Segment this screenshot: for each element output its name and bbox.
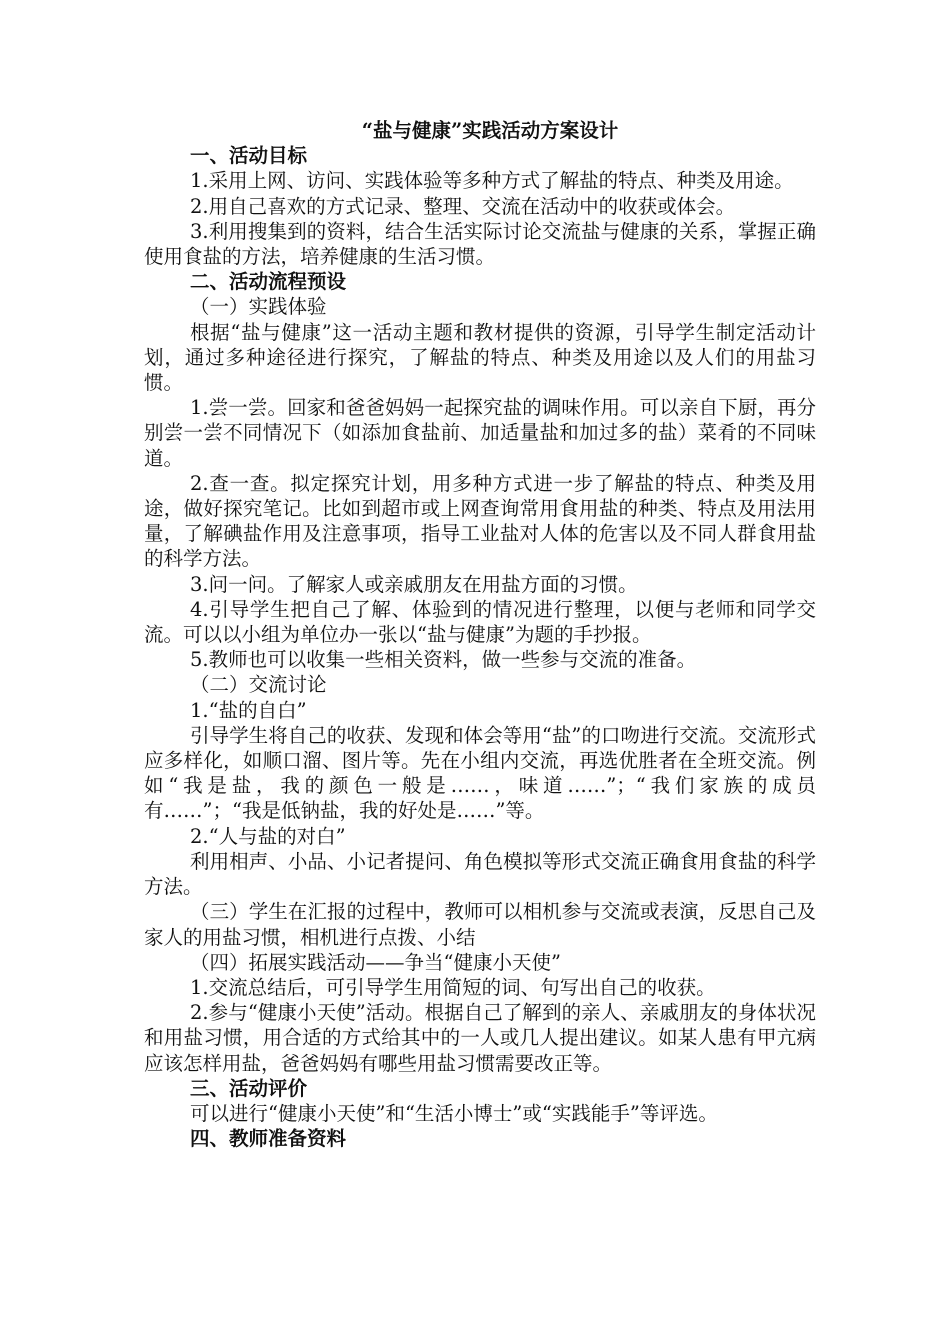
- part3-text: （三）学生在汇报的过程中，教师可以相机参与交流或表演，反思自己及家人的用盐习惯，相机进行点拨、小结: [144, 900, 816, 949]
- part1-title: （一）实践体验: [190, 295, 327, 319]
- part4-item-1: 1.交流总结后，可引导学生用简短的词、句写出自己的收获。: [190, 975, 716, 999]
- goal-item-1: 1.采用上网、访问、实践体验等多种方式了解盐的特点、种类及用途。: [190, 169, 794, 193]
- part1-item-5: 5.教师也可以收集一些相关资料，做一些参与交流的准备。: [190, 648, 697, 672]
- part1-item-3: 3.问一问。了解家人或亲戚朋友在用盐方面的习惯。: [190, 572, 638, 596]
- section-process-heading: 二、活动流程预设: [190, 270, 347, 294]
- part2-item2-text: 利用相声、小品、小记者提问、角色模拟等形式交流正确食用食盐的科学方法。: [144, 849, 816, 899]
- part4-item-2: 2.参与“健康小天使”活动。根据自己了解到的亲人、亲戚朋友的身体状况和用盐习惯，用合适的方式给其中的一人或几人提出建议。如某人患有甲亢病应该怎样用盐，爸爸妈妈有哪些用盐习惯需要改正等。: [144, 1001, 816, 1075]
- section-goal-heading: 一、活动目标: [190, 144, 308, 168]
- section-evaluation-heading: 三、活动评价: [190, 1076, 308, 1100]
- part2-item1-title: 1.“盐的自白”: [190, 698, 307, 722]
- part4-title: （四）拓展实践活动——争当“健康小天使”: [190, 950, 561, 974]
- document-page: [144, 118, 816, 1151]
- goal-item-2: 2.用自己喜欢的方式记录、整理、交流在活动中的收获或体会。: [190, 194, 736, 218]
- section-materials-heading: 四、教师准备资料: [190, 1127, 347, 1151]
- document-title: “盐与健康”实践活动方案设计: [361, 119, 619, 142]
- part2-title: （二）交流讨论: [190, 673, 327, 697]
- part1-intro: 根据“盐与健康”这一活动主题和教材提供的资源，引导学生制定活动计划，通过多种途径进行探究，了解盐的特点、种类及用途以及人们的用盐习惯。: [144, 320, 816, 395]
- part1-item-1: 1.尝一尝。回家和爸爸妈妈一起探究盐的调味作用。可以亲自下厨，再分别尝一尝不同情况下（如添加食盐前、加适量盐和加过多的盐）菜肴的不同味道。: [144, 396, 816, 470]
- part1-item-4: 4.引导学生把自己了解、体验到的情况进行整理，以便与老师和同学交流。可以以小组为单位办一张以“盐与健康”为题的手抄报。: [144, 597, 816, 647]
- goal-item-3: 3.利用搜集到的资料，结合生活实际讨论交流盐与健康的关系，掌握正确使用食盐的方法，培养健康的生活习惯。: [144, 219, 816, 269]
- evaluation-text: 可以进行“健康小天使”和“生活小博士”或“实践能手”等评选。: [190, 1101, 718, 1125]
- part2-item1-text: 引导学生将自己的收获、发现和体会等用“盐”的口吻进行交流。交流形式应多样化，如顺口溜、图片等。先在小组内交流，再选优胜者在全班交流。例如“我是盐，我的颜色一般是……，味道……”；“我们家族的成员有……”；“我是低钠盐，我的好处是……”等。: [144, 723, 816, 823]
- part1-item-2: 2.查一查。拟定探究计划，用多种方式进一步了解盐的特点、种类及用途，做好探究笔记。比如到超市或上网查询常用食用盐的种类、特点及用法用量，了解碘盐作用及注意事项，指导工业盐对人体的危害以及不同人群食用盐的科学方法。: [144, 471, 816, 571]
- part2-item2-title: 2.“人与盐的对白”: [190, 824, 346, 848]
